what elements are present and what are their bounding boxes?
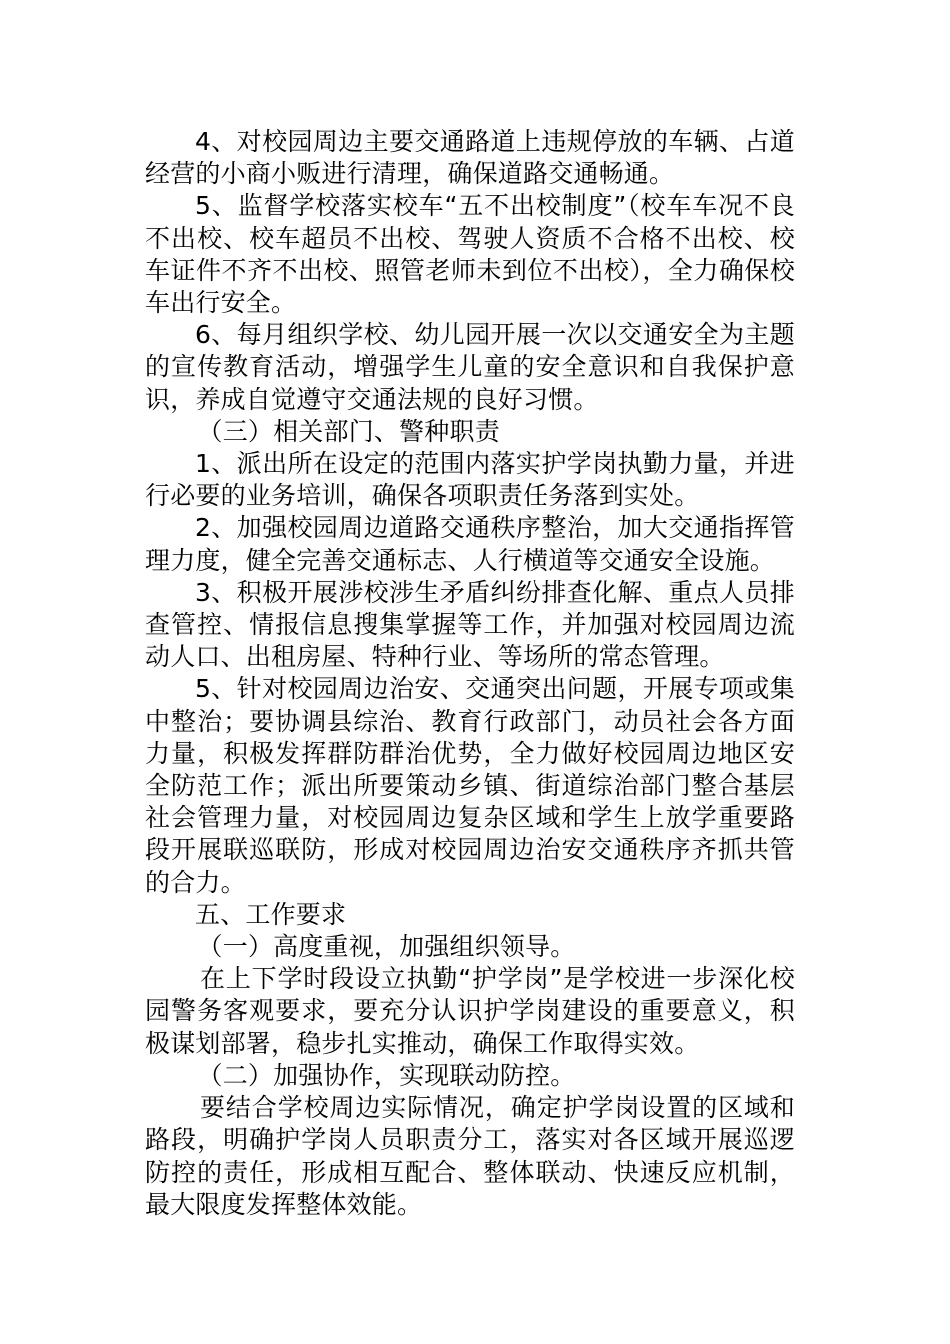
- section-heading-duties: （三）相关部门、警种职责: [197, 416, 500, 446]
- paragraph-leadership: 在上下学时段设立执勤“护学岗”是学校进一步深化校园警务客观要求，要充分认识护学岗建设的重要意义，积极谋划部署，稳步扎实推动，确保工作取得实效。: [145, 964, 795, 1058]
- document-body: [145, 126, 795, 1221]
- paragraph-item-4: 4、对校园周边主要交通路道上违规停放的车辆、占道经营的小商小贩进行清理，确保道路交通畅通。: [145, 127, 795, 189]
- paragraph-item-5-school-bus: 5、监督学校落实校车“五不出校制度”（校车车况不良不出校、校车超员不出校、驾驶人资质不合格不出校、校车证件不齐不出校、照管老师未到位不出校），全力确保校车出行安全。: [145, 191, 795, 318]
- paragraph-duty-5: 5、针对校园周边治安、交通突出问题，开展专项或集中整治；要协调县综治、教育行政部门，动员社会各方面力量，积极发挥群防群治优势，全力做好校园周边地区安全防范工作；派出所要策动乡镇、街道综治部门整合基层社会管理力量，对校园周边复杂区域和学生上放学重要路段开展联巡联防，形成对校园周边治安交通秩序齐抓共管的合力。: [145, 674, 795, 897]
- paragraph-coordination: 要结合学校周边实际情况，确定护学岗设置的区域和路段，明确护学岗人员职责分工，落实对各区域开展巡逻防控的责任，形成相互配合、整体联动、快速反应机制，最大限度发挥整体效能。: [145, 1093, 795, 1219]
- paragraph-duty-1: 1、派出所在设定的范围内落实护学岗执勤力量，并进行必要的业务培训，确保各项职责任务落到实处。: [145, 449, 795, 511]
- paragraph-item-6: 6、每月组织学校、幼儿园开展一次以交通安全为主题的宣传教育活动，增强学生儿童的安全意识和自我保护意识，养成自觉遵守交通法规的良好习惯。: [145, 320, 795, 414]
- section-heading-requirements: 五、工作要求: [195, 899, 347, 929]
- paragraph-duty-2: 2、加强校园周边道路交通秩序整治，加大交通指挥管理力度，健全完善交通标志、人行横道等交通安全设施。: [145, 513, 795, 575]
- paragraph-duty-3: 3、积极开展涉校涉生矛盾纠纷排查化解、重点人员排查管控、情报信息搜集掌握等工作，并加强对校园周边流动人口、出租房屋、特种行业、等场所的常态管理。: [145, 577, 795, 672]
- subheading-leadership: （一）高度重视，加强组织领导。: [197, 932, 576, 962]
- subheading-coordination: （二）加强协作，实现联动防控。: [197, 1060, 576, 1090]
